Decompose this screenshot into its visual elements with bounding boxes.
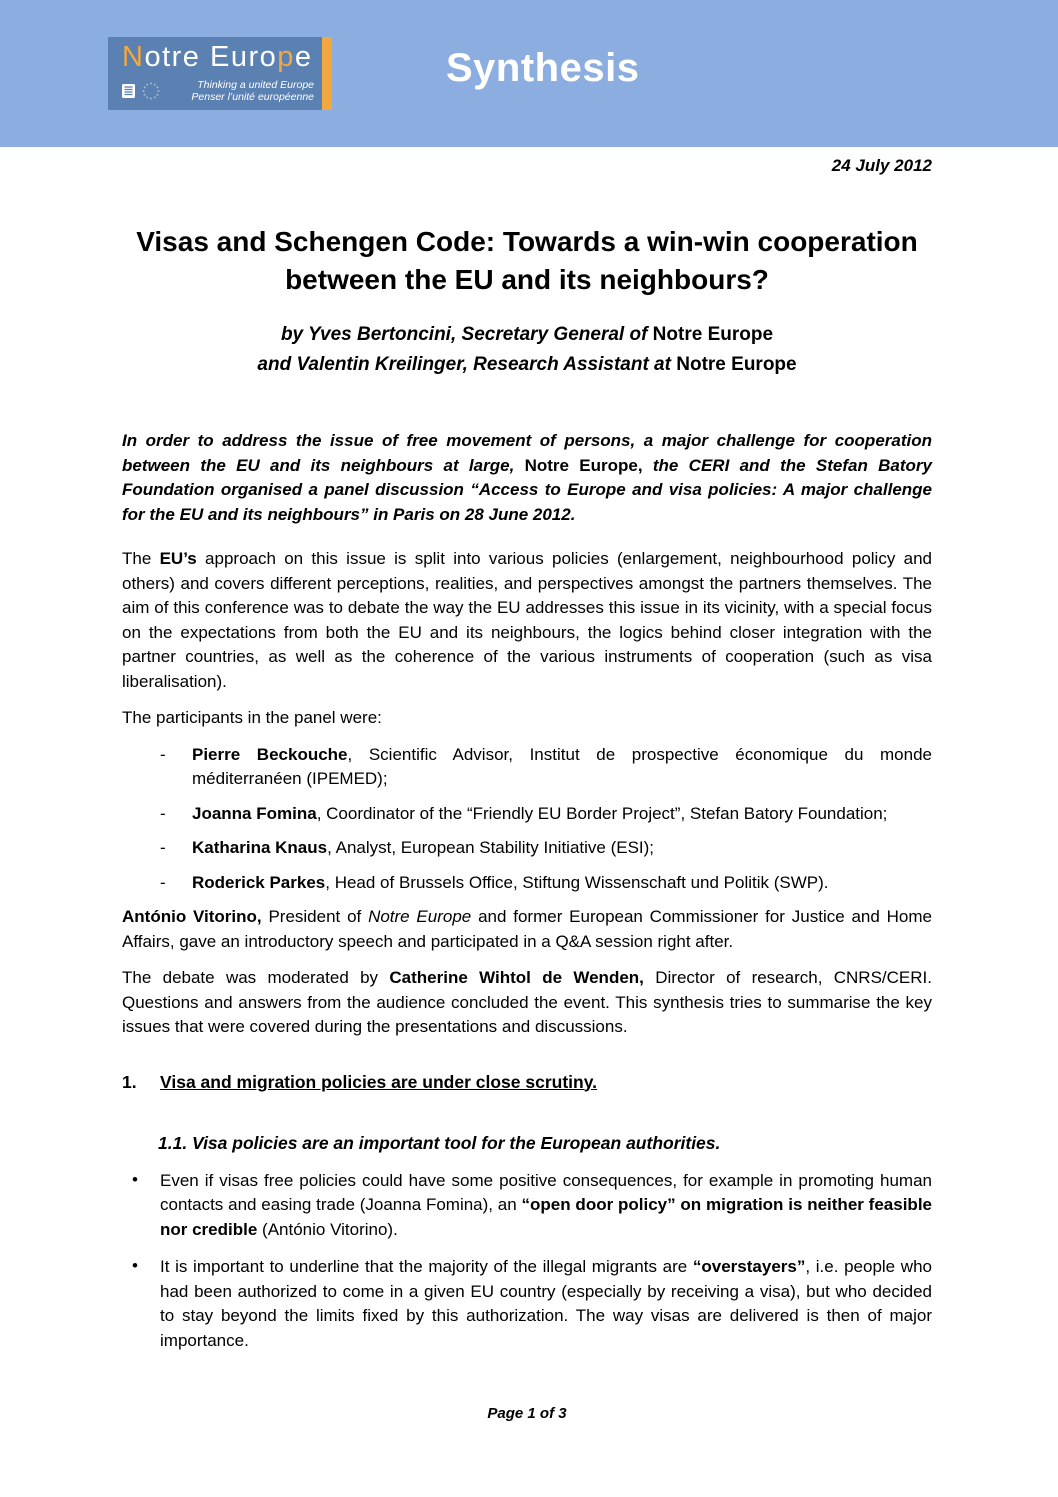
bullet-marker: •: [132, 1256, 138, 1275]
participant-text: Roderick Parkes, Head of Brussels Office, Stiftung Wissenschaft und Politik (SWP).: [192, 872, 829, 892]
list-item: [122, 871, 932, 896]
book-icon: [122, 83, 137, 99]
list-item: [122, 743, 932, 792]
notre-europe-logo: [108, 37, 332, 110]
participants-lead: The participants in the panel were:: [122, 708, 382, 727]
section-1-number: 1.: [122, 1071, 137, 1092]
list-item: [122, 836, 932, 861]
document-date: 24 July 2012: [831, 156, 932, 175]
page-number-footer: Page 1 of 3: [487, 1405, 567, 1422]
eu-stars-icon: [141, 81, 161, 101]
dash-marker: -: [160, 803, 166, 823]
document-type-heading: Synthesis: [446, 46, 640, 90]
page-title: [122, 223, 932, 299]
byline-line2: and Valentin Kreilinger, Research Assistant at Notre Europe: [257, 354, 797, 375]
participant-text: Katharina Knaus, Analyst, European Stability Initiative (ESI);: [192, 838, 655, 857]
bullet-text: Even if visas free policies could have some positive consequences, for example in promoting human contacts and easing trade (Joanna Fomina), an “open door policy” on migration is neither feasible nor credible (António Vitorino).: [160, 1170, 932, 1239]
header-banner: [0, 0, 1058, 147]
participants-list: [122, 743, 932, 896]
vitorino-paragraph: António Vitorino, President of Notre Europe and former European Commissioner for Justice and Home Affairs, gave an introductory speech and participated in a Q&A session right after.: [122, 907, 932, 951]
intro-paragraph: In order to address the issue of free movement of persons, a major challenge for cooperation between the EU and its neighbours at large, Notre Europe, the CERI and the Stefan Batory Foundation organised a panel discussion “Access to Europe and visa policies: A major challenge for the EU and its neighbours” in Paris on 28 June 2012.: [122, 431, 932, 524]
list-item: [122, 1255, 932, 1353]
participant-text: Joanna Fomina, Coordinator of the “Friendly EU Border Project”, Stefan Batory Foundation;: [192, 803, 888, 823]
title-line2: between the EU and its neighbours?: [285, 264, 769, 295]
logo-icons: [122, 81, 161, 101]
logo-tagline-en: Thinking a united Europe: [197, 79, 314, 91]
debate-paragraph: The debate was moderated by Catherine Wihtol de Wenden, Director of research, CNRS/CERI. Questions and answers from the audience concluded the event. This synthesis tries to summarise the key issues that were covered during the presentations and discussions.: [122, 968, 932, 1036]
logo-accent-bar: [322, 37, 332, 110]
bullet-text: It is important to underline that the majority of the illegal migrants are “overstayers”, i.e. people who had been authorized to come in a given EU country (especially by receiving a visa), but who decided to stay beyond the limits fixed by this authorization. The way visas are delivered is then of major importance.: [160, 1257, 932, 1350]
logo-taglines: [166, 79, 314, 103]
document-body: [0, 156, 1058, 1422]
section-1-heading: [122, 1070, 932, 1094]
eu-approach-paragraph: The EU’s approach on this issue is split into various policies (enlargement, neighbourhood policy and others) and covers different perceptions, realities, and perspectives amongst the partners themselves. The aim of this conference was to debate the way the EU addresses this issue in its vicinity, with a special focus on the expectations from both the EU and its neighbours, the logics behind closer integration with the partner countries, as well as the coherence of the various instruments of cooperation (such as visa liberalisation).: [122, 549, 932, 691]
participant-text: Pierre Beckouche, Scientific Advisor, Institut de prospective économique du monde méditerranéen (IPEMED);: [192, 744, 932, 788]
byline-line1: by Yves Bertoncini, Secretary General of Notre Europe: [280, 324, 774, 345]
logo-wordmark: Notre Europe: [122, 41, 313, 73]
list-item: [122, 1169, 932, 1243]
list-item: [122, 802, 932, 827]
dash-marker: -: [160, 838, 166, 857]
section-1-title: Visa and migration policies are under close scrutiny.: [160, 1071, 597, 1092]
logo-tagline-row: [122, 79, 314, 103]
bullet-marker: •: [132, 1169, 138, 1189]
title-line1: Visas and Schengen Code: Towards a win-win cooperation: [136, 226, 918, 257]
section-1-1-heading: 1.1. Visa policies are an important tool for the European authorities.: [158, 1132, 721, 1153]
logo-inner: [108, 37, 322, 110]
bullet-list: [122, 1169, 932, 1354]
byline: [122, 320, 932, 380]
dash-marker: -: [160, 872, 166, 892]
logo-tagline-fr: Penser l’unité européenne: [191, 91, 314, 103]
dash-marker: -: [160, 744, 166, 764]
